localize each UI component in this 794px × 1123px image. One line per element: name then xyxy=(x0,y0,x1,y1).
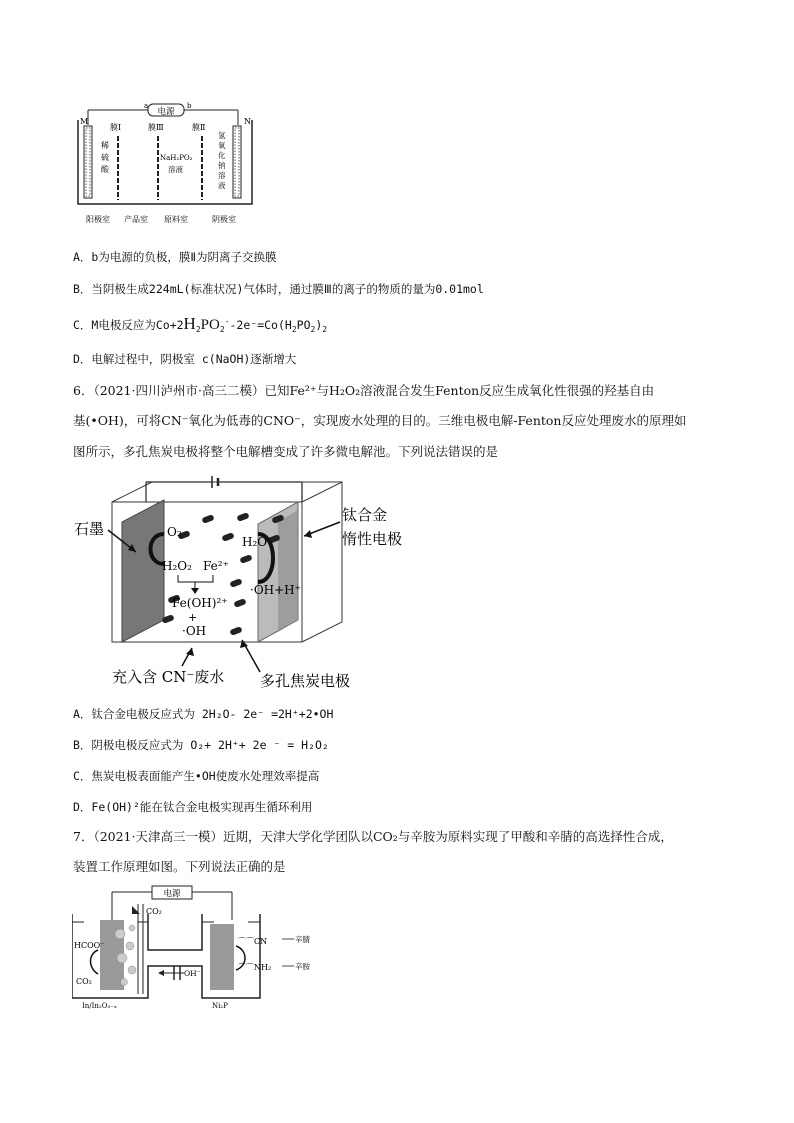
q6-stem-line-2: 基(•OH)，可将CN⁻氧化为低毒的CNO⁻，实现废水处理的目的。三维电极电解-Fenton反应处理废水的原理如 xyxy=(73,413,687,428)
room-raw: 原料室 xyxy=(164,215,188,224)
power-label: 电源 xyxy=(157,107,175,117)
q5-option-a: A．b为电源的负极，膜Ⅱ为阴离子交换膜 xyxy=(73,250,277,264)
q7-stem-line-1: 7．（2021·天津高三一模）近期，天津大学化学团队以CO₂与辛胺为原料实现了甲酸和辛腈的高选择性合成， xyxy=(73,829,673,844)
label-h2o: H₂O xyxy=(242,535,268,549)
graphite-plate xyxy=(122,500,164,642)
left-solution-char-1: 稀 xyxy=(101,141,109,150)
label-right-electrode: Ni₂P xyxy=(212,1002,228,1010)
label-coke-electrode: 多孔焦炭电极 xyxy=(260,672,351,690)
label-octylamine: 辛胺 xyxy=(295,962,310,971)
power-label-q7: 电源 xyxy=(163,889,181,899)
label-fe2: Fe²⁺ xyxy=(203,559,229,573)
label-M: M xyxy=(80,117,89,126)
q5-option-c: C．M电极反应为$Co+2H_2PO_2^--2e^-=Co(H_2PO_2)_2$ xyxy=(73,313,328,335)
figure-electrolysis-cell-1 xyxy=(72,100,262,230)
label-left-electrode: In/In₂O₃₋ₓ xyxy=(82,1002,117,1010)
label-ti-alloy: 钛合金 xyxy=(342,506,388,524)
label-octanenitrile: 辛腈 xyxy=(295,935,310,944)
figure-co2-octylamine-cell xyxy=(72,884,322,1010)
terminal-b: b xyxy=(187,102,192,110)
label-o2: O₂ xyxy=(167,525,182,539)
electrode-N xyxy=(233,126,241,198)
label-plus: + xyxy=(188,611,198,624)
figure-fenton-cell xyxy=(72,472,402,694)
right-solution-char-3: 化 xyxy=(218,151,226,160)
left-solution-char-2: 硫 xyxy=(101,153,109,162)
room-product: 产品室 xyxy=(124,215,148,224)
right-solution-char-5: 溶 xyxy=(218,171,226,180)
right-solution-char-4: 钠 xyxy=(218,161,226,170)
label-inert-electrode: 惰性电极 xyxy=(342,530,402,548)
q5-option-b: B．当阴极生成224mL(标准状况)气体时，通过膜Ⅲ的离子的物质的量为0.01mol xyxy=(73,282,484,296)
left-solution-char-3: 酸 xyxy=(101,165,109,174)
membrane-1-label: 膜Ⅰ xyxy=(110,123,122,132)
q6-stem-line-3: 图所示，多孔焦炭电极将整个电解槽变成了许多微电解池。下列说法错误的是 xyxy=(73,444,499,459)
q6-stem-line-1: 6．（2021·四川泸州市·高三二模）已知Fe²⁺与H₂O₂溶液混合发生Fenton反应生成氧化性很强的羟基自由 xyxy=(73,383,655,398)
q6-option-c: C．焦炭电极表面能产生•OH使废水处理效率提高 xyxy=(73,769,320,783)
label-h2o2: H₂O₂ xyxy=(162,559,192,573)
q6-option-d: D．Fe(OH)²能在钛合金电极实现再生循环利用 xyxy=(73,800,313,814)
label-oh-h: ·OH+H⁺ xyxy=(250,583,301,597)
label-nitrile-structure: ⌒⌒CN xyxy=(238,937,268,946)
label-feoh: Fe(OH)²⁺ xyxy=(172,596,228,610)
q6-option-a: A．钛合金电极反应式为 2H₂O- 2e⁻ =2H⁺+2•OH xyxy=(73,707,334,721)
label-N: N xyxy=(244,117,251,126)
q5-option-d: D．电解过程中，阴极室 c(NaOH)逐渐增大 xyxy=(73,352,297,366)
label-hcoo: HCOO⁻ xyxy=(74,941,105,950)
room-anode: 阳极室 xyxy=(86,215,110,224)
label-co2-left: CO₂ xyxy=(76,977,92,986)
ni2p-electrode xyxy=(210,924,234,990)
right-solution-char-2: 氧 xyxy=(218,141,226,150)
right-solution-char-6: 液 xyxy=(218,181,226,190)
mid-solution-word: 溶液 xyxy=(168,165,183,174)
label-graphite: 石墨 xyxy=(74,520,105,538)
label-co2-top: CO₂ xyxy=(146,907,162,916)
label-amine-structure: ⌒⌒NH₂ xyxy=(238,963,272,972)
electrode-M xyxy=(84,126,92,198)
membrane-3-label: 膜Ⅲ xyxy=(148,123,164,132)
terminal-a: a xyxy=(144,102,149,110)
label-oh-q7: OH⁻ xyxy=(184,969,201,978)
mid-solution-formula: NaH₂PO₂ xyxy=(160,154,193,162)
label-inlet: 充入含 CN⁻废水 xyxy=(112,668,225,686)
membrane-2-label: 膜Ⅱ xyxy=(192,123,206,132)
right-solution-char-1: 氢 xyxy=(218,131,226,140)
q7-stem-line-2: 装置工作原理如图。下列说法正确的是 xyxy=(73,859,286,874)
room-cathode: 阴极室 xyxy=(212,215,236,224)
label-oh: ·OH xyxy=(182,624,207,638)
q6-option-b: B．阴极电极反应式为 O₂+ 2H⁺+ 2e ⁻ = H₂O₂ xyxy=(73,738,329,752)
